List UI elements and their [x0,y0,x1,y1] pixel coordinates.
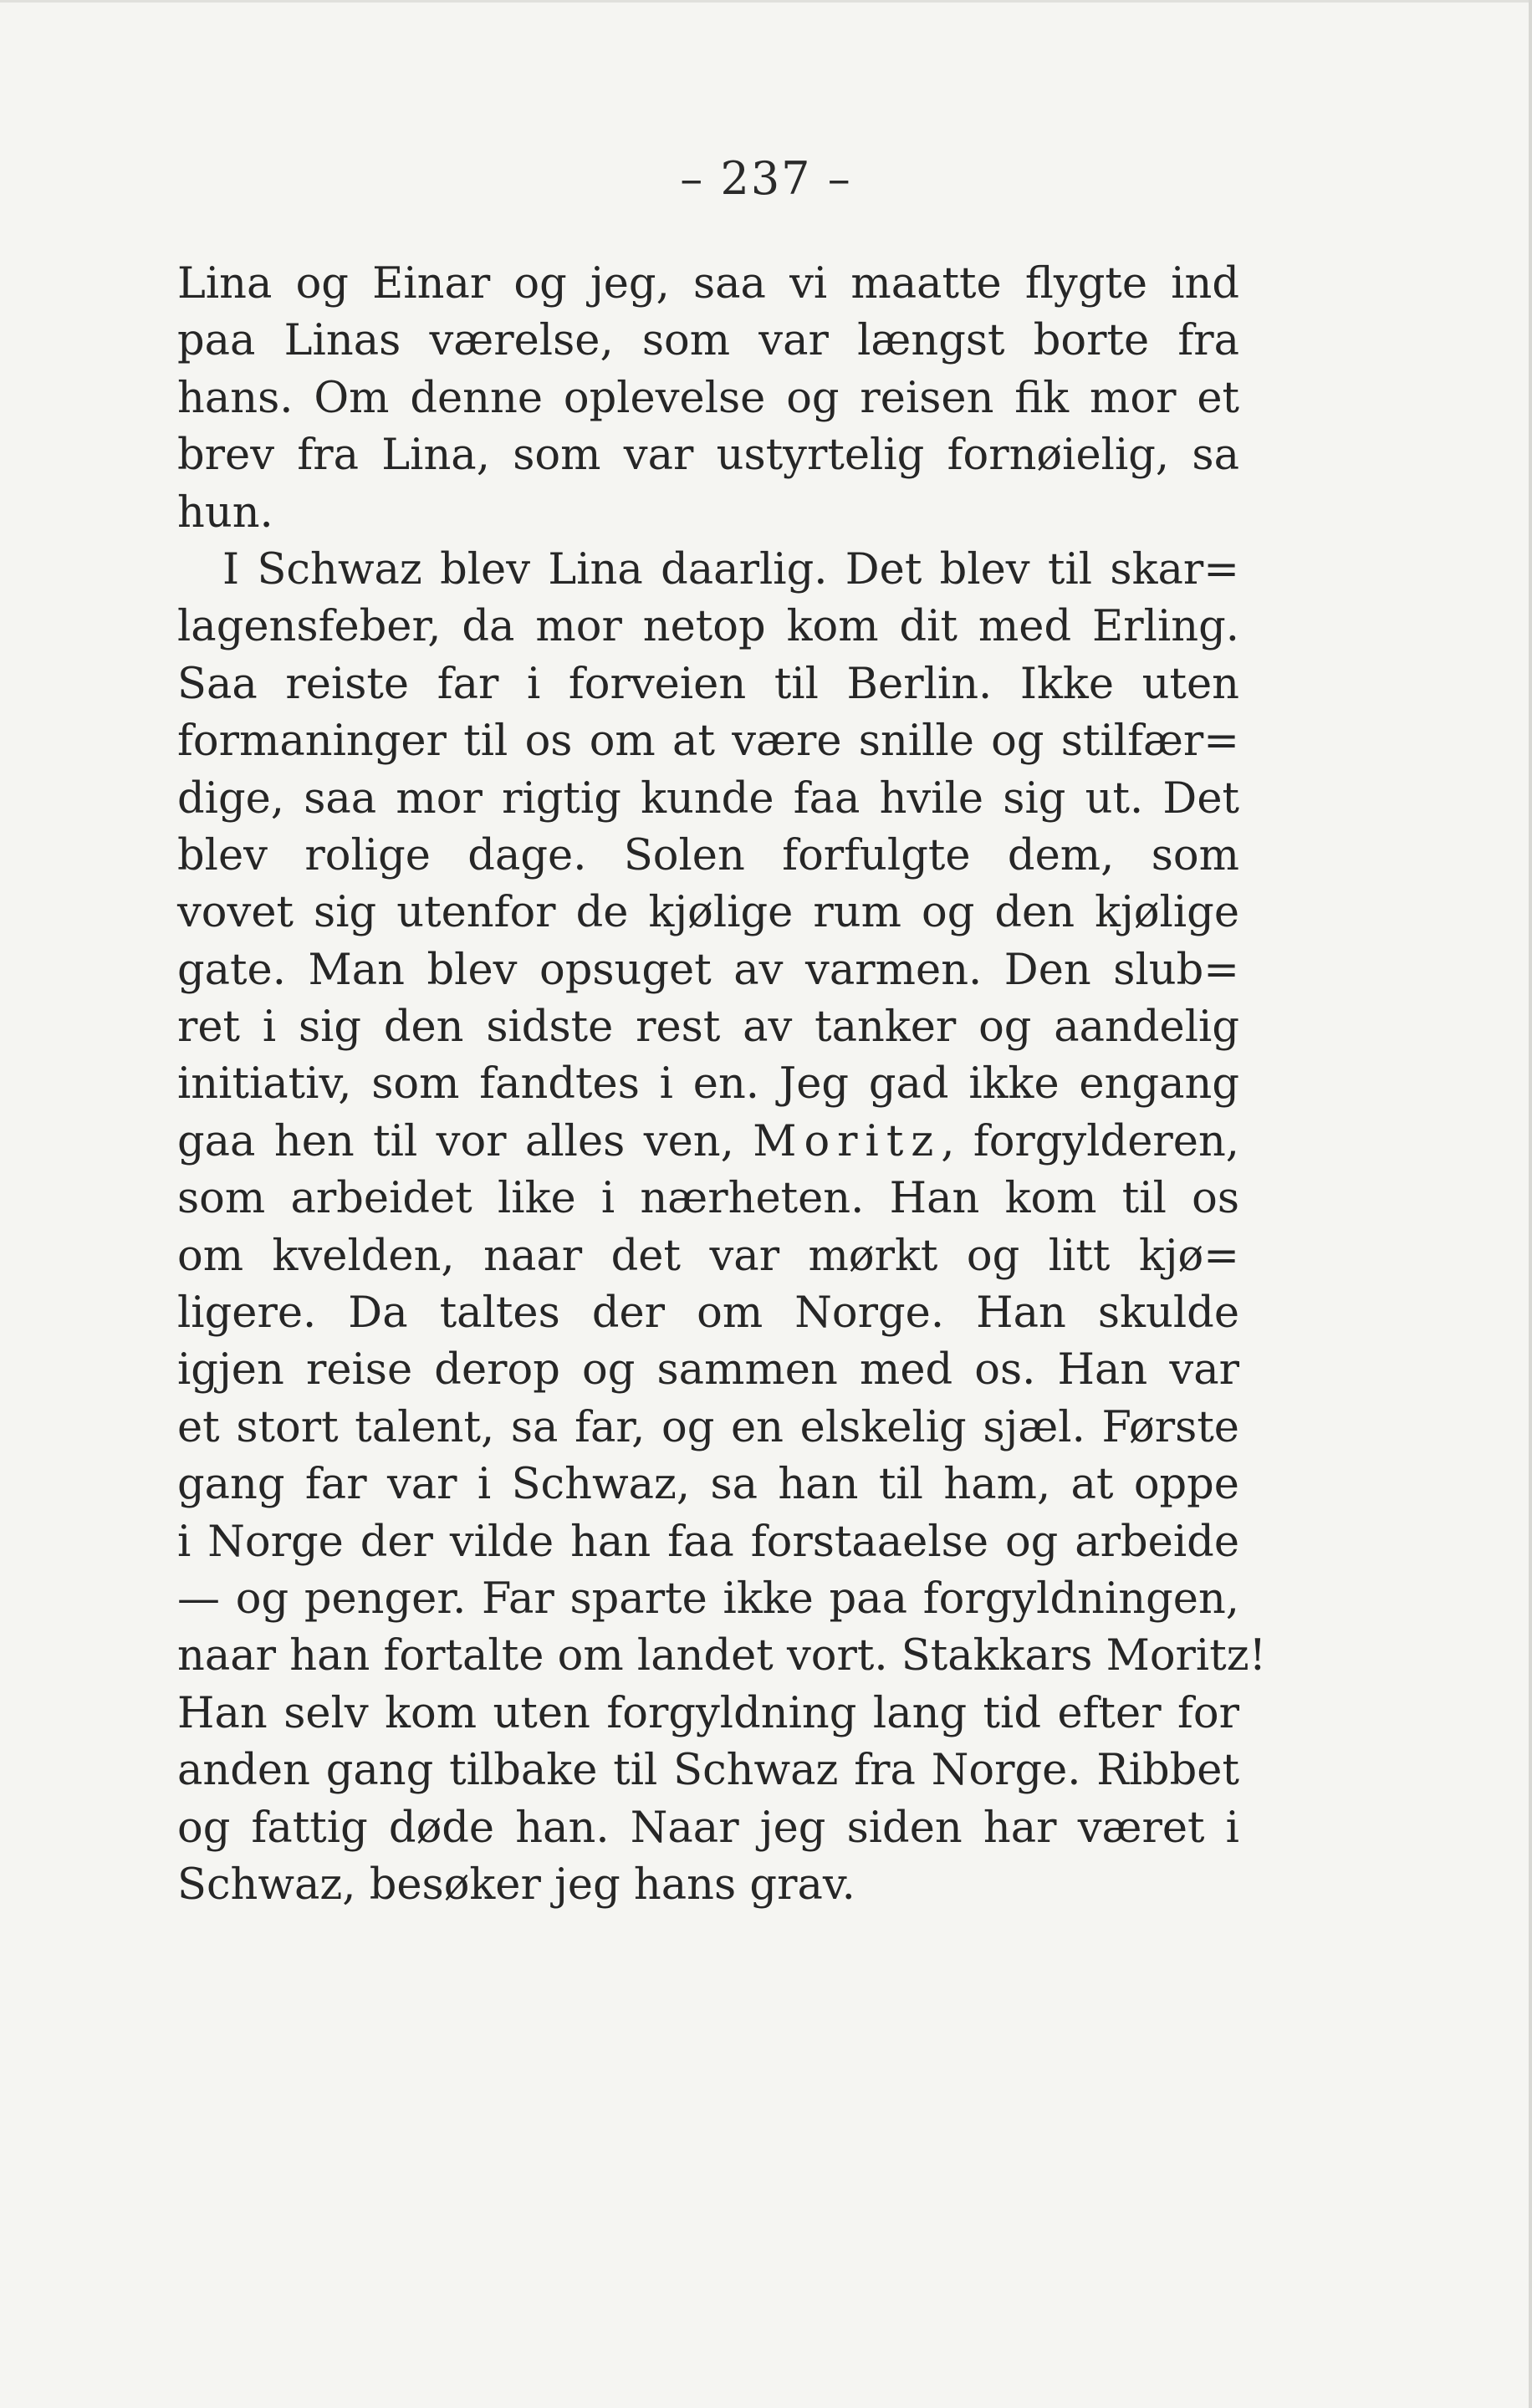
text-line: brev fra Lina, som var ustyrtelig fornøielig, sa [177,431,1239,481]
text-line-with-spaced-name [177,1114,1239,1171]
text-line: og fattig døde han. Naar jeg siden har været i [177,1803,1239,1853]
text-line: anden gang tilbake til Schwaz fra Norge. Ribbet [177,1746,1239,1796]
text-line: om kvelden, naar det var mørkt og litt kjø= [177,1231,1239,1281]
text-line: gate. Man blev opsuget av varmen. Den slub= [177,945,1239,995]
text-line: et stort talent, sa far, og en elskelig sjæl. Første [177,1402,1239,1452]
text-line: gang far var i Schwaz, sa han til ham, at oppe [177,1460,1239,1510]
text-line: ligere. Da taltes der om Norge. Han skulde [177,1288,1239,1339]
page-number: – 237 – [680,152,852,205]
text-line: igjen reise derop og sammen med os. Han var [177,1345,1239,1395]
page-top-edge [0,0,1532,3]
text-line: lagensfeber, da mor netop kom dit med Erling. [177,602,1239,652]
text-line: ret i sig den sidste rest av tanker og aandelig [177,1002,1239,1053]
text-line: Han selv kom uten forgyldning lang tid efter for [177,1688,1239,1738]
text-line: Schwaz, besøker jeg hans grav. [177,1860,855,1910]
text-line: formaninger til os om at være snille og stilfær= [177,717,1239,767]
text-segment: , forgylderen, [941,1116,1239,1166]
text-segment: gaa hen til vor alles ven, [177,1116,753,1166]
text-line: naar han fortalte om landet vort. Stakkars Moritz! [177,1631,1267,1681]
body-text [177,256,1267,1914]
text-line: blev rolige dage. Solen forfulgte dem, som [177,830,1239,880]
text-line: paa Linas værelse, som var længst borte fra [177,316,1239,366]
spaced-name-moritz: Moritz [753,1116,942,1166]
text-line: hun. [177,487,273,538]
text-line: vovet sig utenfor de kjølige rum og den kjølige [177,888,1239,938]
text-line: initiativ, som fandtes i en. Jeg gad ikke engang [177,1059,1239,1110]
text-line: Saa reiste far i forveien til Berlin. Ikke uten [177,659,1239,709]
page-right-edge [1529,0,1532,2408]
text-line: dige, saa mor rigtig kunde faa hvile sig ut. Det [177,773,1239,824]
text-line: — og penger. Far sparte ikke paa forgyldningen, [177,1574,1239,1624]
text-line: hans. Om denne oplevelse og reisen fik mor et [177,373,1239,423]
paragraph-start-line: I Schwaz blev Lina daarlig. Det blev til skar= [222,544,1239,594]
text-line: som arbeidet like i nærheten. Han kom til os [177,1174,1239,1224]
text-line: Lina og Einar og jeg, saa vi maatte flygte ind [177,259,1239,309]
text-line: i Norge der vilde han faa forstaaelse og arbeide [177,1517,1239,1567]
